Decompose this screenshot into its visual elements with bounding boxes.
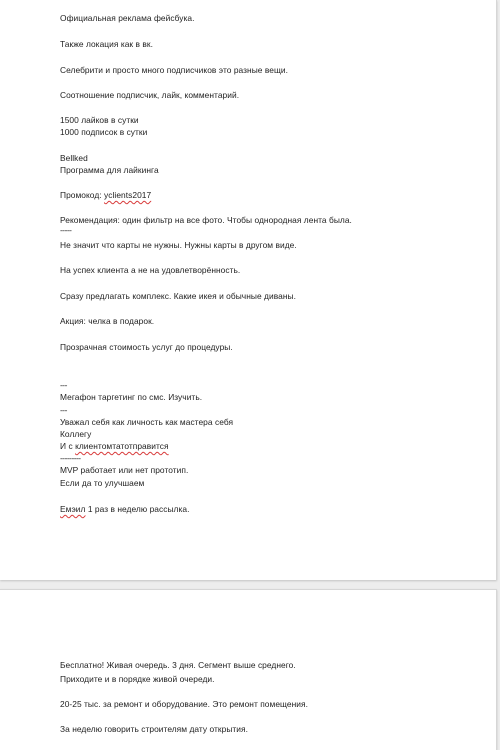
misspelled-word: Емэил — [60, 504, 86, 514]
text-line: Мегафон таргетинг по смс. Изучить. — [60, 392, 203, 402]
client-prefix: И с — [60, 441, 76, 451]
text-line: Рекомендация: один фильтр на все фото. Чтобы однородная лента была. — [60, 215, 352, 225]
text-line: Селебрити и просто много подписчиков это разные вещи. — [60, 65, 289, 75]
separator-line: --- — [60, 380, 67, 390]
promo-code-value: yclients2017 — [104, 190, 152, 200]
text-line: Приходите и в порядке живой очереди. — [60, 674, 215, 684]
text-line: На успех клиента а не на удовлетворённость. — [60, 265, 241, 275]
client-line — [60, 441, 169, 451]
email-line — [60, 504, 189, 514]
email-suffix: 1 раз в неделю рассылка. — [85, 504, 190, 514]
text-line: Официальная реклама фейсбука. — [60, 13, 195, 23]
text-line: Соотношение подписчик, лайк, комментарий. — [60, 90, 240, 100]
promo-code-text: Промокод: — [60, 190, 105, 200]
text-line: Коллегу — [60, 429, 92, 439]
text-line: За неделю говорить строителям дату открытия. — [60, 724, 248, 734]
text-line: Прозрачная стоимость услуг до процедуры. — [60, 342, 233, 352]
text-line: Также локация как в вк. — [60, 39, 153, 49]
text-line: Если да то улучшаем — [60, 478, 145, 488]
text-line: Не значит что карты не нужны. Нужны карты в другом виде. — [60, 240, 297, 250]
text-line: 20-25 тыс. за ремонт и оборудование. Это ремонт помещения. — [60, 699, 308, 709]
text-line: Bellked — [60, 153, 88, 163]
text-line: Акция: челка в подарок. — [60, 316, 155, 326]
text-line: Бесплатно! Живая очередь. 3 дня. Сегмент выше среднего. — [60, 660, 296, 670]
text-line: 1500 лайков в сутки — [60, 115, 139, 125]
document-page-2 — [0, 589, 497, 750]
text-line: Программа для лайкинга — [60, 165, 159, 175]
separator-line: --------- — [60, 453, 81, 463]
text-line: 1000 подписок в сутки — [60, 127, 148, 137]
promo-code-line — [60, 190, 151, 200]
separator-line: ----- — [60, 225, 72, 235]
text-line: Сразу предлагать комплекс. Какие икея и обычные диваны. — [60, 291, 296, 301]
text-line: MVP работает или нет прототип. — [60, 465, 189, 475]
text-line: Уважал себя как личность как мастера себя — [60, 417, 234, 427]
separator-line: --- — [60, 405, 67, 415]
misspelled-word: клиентомтатотправится — [75, 441, 169, 451]
